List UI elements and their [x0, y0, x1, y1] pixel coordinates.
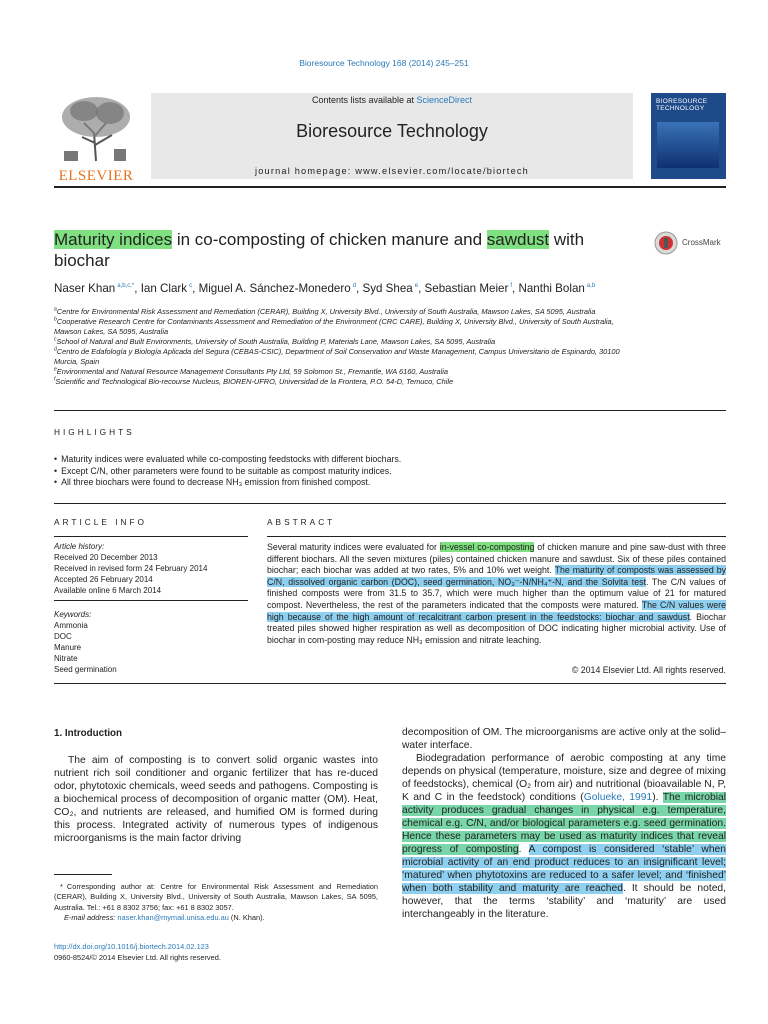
- header-rule: [54, 186, 726, 188]
- intro-sep: .: [518, 844, 529, 855]
- abstract-body: [267, 542, 726, 646]
- highlights-list: [54, 454, 401, 489]
- abstract-highlight-1: in-vessel co-composting: [439, 542, 535, 552]
- abstract-highlight-3: The C/N values were high because of the high amount of recalcitrant carbon present in the feedstocks: biochar and sawdust: [267, 599, 727, 622]
- intro-highlight-1: The microbial activity produces gradual changes in physical e.g. temperature, chemical e.g. C/N, and/or biological parameters e.g. seed germination. Hence these parameters may be used as maturity indices that reveal progress of composting: [402, 792, 726, 855]
- history-entry: Accepted 26 February 2014: [54, 574, 153, 584]
- affiliation-marker: e: [54, 366, 57, 373]
- affiliation-marker: b: [54, 316, 57, 323]
- author-separator: ,: [356, 282, 363, 295]
- keyword-list: [54, 621, 254, 676]
- affiliation-text: Mawson Lakes, SA 5095, Australia: [54, 327, 169, 336]
- highlights-heading: HIGHLIGHTS: [54, 427, 135, 437]
- author-affiliation-marker[interactable]: d: [352, 283, 357, 290]
- title-line-2: biochar: [54, 251, 110, 270]
- keyword[interactable]: Nitrate: [54, 653, 78, 663]
- intro-text-b: ).: [652, 792, 663, 803]
- author-affiliation-marker[interactable]: c: [189, 283, 193, 290]
- affiliation-marker: c: [54, 336, 57, 343]
- footnote: [54, 882, 378, 924]
- affiliation-text: Centro de Edafología y Biología Aplicada del Segura (CEBAS-CSIC), Department of Soil Conservation and Waste Management, Campus Universitario de Espinardo, 30100: [56, 347, 620, 356]
- publisher-name: ELSEVIER: [58, 168, 134, 184]
- history-entry: Received 20 December 2013: [54, 552, 158, 562]
- affiliation-line: [54, 327, 734, 337]
- author-separator: ,: [418, 282, 425, 295]
- cover-image: [657, 122, 719, 168]
- history-label: Article history:: [54, 542, 105, 551]
- title-highlight-1: Maturity indices: [54, 230, 173, 249]
- journal-title: Bioresource Technology: [296, 121, 488, 141]
- author-affiliation-marker[interactable]: a,b,c,*: [117, 283, 135, 290]
- email-label: E-mail address:: [64, 913, 116, 923]
- keyword[interactable]: Ammonia: [54, 620, 88, 630]
- author-name[interactable]: Nanthi Bolan: [518, 282, 585, 295]
- author-affiliation-marker[interactable]: f: [510, 283, 512, 290]
- keyword[interactable]: Manure: [54, 642, 82, 652]
- article-title: [54, 229, 634, 271]
- title-text: in co-composting of chicken manure and: [172, 230, 487, 249]
- abstract-text-3: . The C/N values of finished composts were from 31.5 to 35.7, which were much higher than the optimum value of 21 for matured compost. Nevertheless, the rest of the parameters indicated that the composts were matured.: [267, 576, 726, 610]
- author-affiliation-marker[interactable]: a,b: [586, 283, 596, 290]
- intro-highlight-2: A compost is considered ‘stable’ when microbial activity of an end product reduces to an insignificant level; ‘matured’ when phytotoxins are reduced to a safer level; and ‘finished’ when both stability and maturity are reached: [402, 844, 726, 894]
- email-link[interactable]: naser.khan@mymail.unisa.edu.au: [117, 913, 229, 923]
- footnote-star: *: [60, 882, 63, 891]
- journal-cover[interactable]: [651, 93, 726, 179]
- history-rule: [54, 600, 248, 601]
- author-separator: ,: [512, 282, 519, 295]
- affiliation-line: [54, 367, 734, 377]
- affiliations: [54, 307, 734, 387]
- elsevier-tree-icon: [54, 93, 138, 163]
- bullet: •: [54, 454, 58, 464]
- affiliation-text: Centre for Environmental Risk Assessment and Remediation (CERAR), Building X, University Blvd., University of South Australia, Mawson Lakes, SA 5095, Australia: [56, 307, 596, 316]
- cover-title-2: TECHNOLOGY: [656, 105, 705, 112]
- highlight-item: [54, 466, 401, 478]
- footnote-text: Corresponding author at: Centre for Environmental Risk Assessment and Remediation (CERAR), Building X, University Blvd., University of South Australia, Mawson Lakes, SA 5095, Australia. Tel.: +61 8 8302 3756; fax: +61 8 8302 3057.: [54, 882, 378, 912]
- affiliation-line: [54, 357, 734, 367]
- keywords: [54, 610, 254, 675]
- abstract-text-1: Several maturity indices were evaluated for: [267, 542, 440, 552]
- affiliation-marker: a: [54, 306, 57, 313]
- keyword[interactable]: Seed germination: [54, 664, 117, 674]
- keyword[interactable]: DOC: [54, 631, 72, 641]
- highlight-item: [54, 454, 401, 466]
- author-list: [54, 282, 744, 295]
- intro-paragraph-3: [402, 752, 726, 921]
- affiliation-marker: d: [54, 346, 57, 353]
- author-name[interactable]: Naser Khan: [54, 282, 116, 295]
- journal-citation[interactable]: Bioresource Technology 168 (2014) 245–251: [299, 58, 469, 68]
- bullet: •: [54, 477, 58, 488]
- intro-paragraph-1: The aim of composting is to convert solid organic wastes into nutrient rich soil conditioner and organic fertilizer that has re-duced odor, phytotoxic chemicals, weed seeds and pathogens. Composting is a biochemical process of decomposition of organic matter (OM). Heat, CO₂, and nutrients are released, and humified OM is formed during this process. Integrated activity of numerous types of indigenous microorganisms is the main factor driving: [54, 755, 378, 844]
- title-text-end: with: [549, 230, 585, 249]
- contents-line: [151, 95, 633, 105]
- doi-link[interactable]: http://dx.doi.org/10.1016/j.biortech.2014.02.123: [54, 942, 209, 951]
- abstract-text-2: of chicken manure and pine saw-dust with three different biochars. All the seven mixtures (piles) contained chicken manure and sawdust. Six of these piles contained biochar; each biochar was added at two rates, 5% and 10% wet weight.: [267, 542, 726, 576]
- publisher-logo[interactable]: [54, 93, 138, 184]
- intro-text-c: . It should be noted, however, that the terms ‘stability’ and ‘maturity’ are used interchangeably in the literature.: [402, 883, 727, 920]
- affiliation-text: Murcia, Spain: [54, 357, 100, 366]
- highlight-text: Maturity indices were evaluated while co-composting feedstocks with different biochars.: [61, 454, 402, 464]
- affiliation-text: School of Natural and Built Environments, University of South Australia, Building P, Materials Lane, Mawson Lakes, SA 5095, Australia: [56, 337, 496, 346]
- cover-title-1: BIORESOURCE: [656, 98, 708, 105]
- bullet: •: [54, 465, 58, 476]
- abstract-text-4: . Biochar treated piles showed higher respiration as well as decomposition of DOC indicating higher microbial activity. Use of biochar in com-posting may reduce NH₃ emission and nitrate leaching.: [267, 611, 726, 645]
- article-info-rule: [54, 536, 248, 537]
- affiliation-text: Scientific and Technological Bio-recourse Nucleus, BIOREN-UFRO, Universidad de la Frontera, P.O. 54-D, Temuco, Chile: [55, 377, 454, 386]
- author-name[interactable]: Miguel A. Sánchez-Monedero: [198, 282, 351, 295]
- footnote-rule: [54, 874, 112, 875]
- intro-paragraph-2: decomposition of OM. The microorganisms are active only at the solid–water interface.: [402, 727, 726, 751]
- abstract-highlight-2: The maturity of composts was assessed by C/N, dissolved organic carbon (DOC), seed germination, NO₃⁻-N/NH₄⁺-N, and the Solvita test: [267, 565, 727, 587]
- author-name[interactable]: Ian Clark: [140, 282, 188, 295]
- abstract-heading: ABSTRACT: [267, 517, 336, 527]
- highlight-text: Except C/N, other parameters were found to be suitable as compost maturity indices.: [61, 465, 392, 476]
- contents-prefix: Contents lists available at: [311, 95, 417, 105]
- article-history: [54, 542, 254, 597]
- highlights-top-rule: [54, 410, 726, 411]
- citation-golueke[interactable]: Golueke, 1991: [583, 792, 653, 803]
- email-suffix: (N. Khan).: [228, 913, 265, 923]
- intro-right-column: [402, 726, 726, 921]
- crossmark-label: CrossMark: [682, 238, 721, 247]
- title-highlight-2: sawdust: [486, 230, 550, 249]
- highlights-bottom-rule: [54, 503, 726, 504]
- affiliation-marker: f: [54, 376, 56, 383]
- crossmark-icon: [654, 231, 678, 255]
- author-separator: ,: [192, 282, 199, 295]
- journal-homepage[interactable]: journal homepage: www.elsevier.com/locate/biortech: [255, 166, 529, 176]
- history-entry: Available online 6 March 2014: [54, 585, 162, 595]
- author-affiliation-marker[interactable]: e: [414, 283, 419, 290]
- abstract-copyright: © 2014 Elsevier Ltd. All rights reserved.: [571, 665, 726, 675]
- abstract-bottom-rule: [54, 683, 726, 684]
- sciencedirect-link[interactable]: ScienceDirect: [416, 95, 473, 105]
- author-name[interactable]: Syd Shea: [362, 282, 413, 295]
- affiliation-line: [54, 347, 734, 357]
- author-name[interactable]: Sebastian Meier: [424, 282, 509, 295]
- affiliation-line: [54, 377, 734, 387]
- history-list: [54, 553, 254, 597]
- affiliation-line: [54, 307, 734, 317]
- highlight-item: [54, 477, 401, 489]
- affiliation-text: Cooperative Research Centre for Contaminants Assessment and Remediation of the Environment (CRC CARE), Building X, University Blvd., University of South Australia,: [56, 317, 614, 326]
- affiliation-line: [54, 317, 734, 327]
- intro-text-a: Biodegradation performance of aerobic composting at any time depends on physical (temperature, moisture, size and degree of mixing of feedstocks), chemical (O₂ from air) and nutritional (bioavailable N, P, K and C in the feedstock) conditions (: [402, 753, 726, 803]
- keywords-label: Keywords:: [54, 610, 92, 619]
- affiliation-text: Environmental and Natural Resource Management Consultants Pty Ltd, 59 Solomon St., Fremantle, WA 6160, Australia: [56, 367, 449, 376]
- author-separator: ,: [134, 282, 141, 295]
- abstract-rule: [267, 536, 726, 537]
- intro-heading: 1. Introduction: [54, 728, 123, 739]
- article-info-heading: ARTICLE INFO: [54, 517, 148, 527]
- history-entry: Received in revised form 24 February 2014: [54, 563, 208, 573]
- issn-line: 0960-8524/© 2014 Elsevier Ltd. All rights reserved.: [54, 953, 221, 962]
- affiliation-line: [54, 337, 734, 347]
- crossmark-badge[interactable]: [654, 231, 730, 259]
- highlight-text: All three biochars were found to decrease NH₃ emission from finished compost.: [61, 477, 371, 488]
